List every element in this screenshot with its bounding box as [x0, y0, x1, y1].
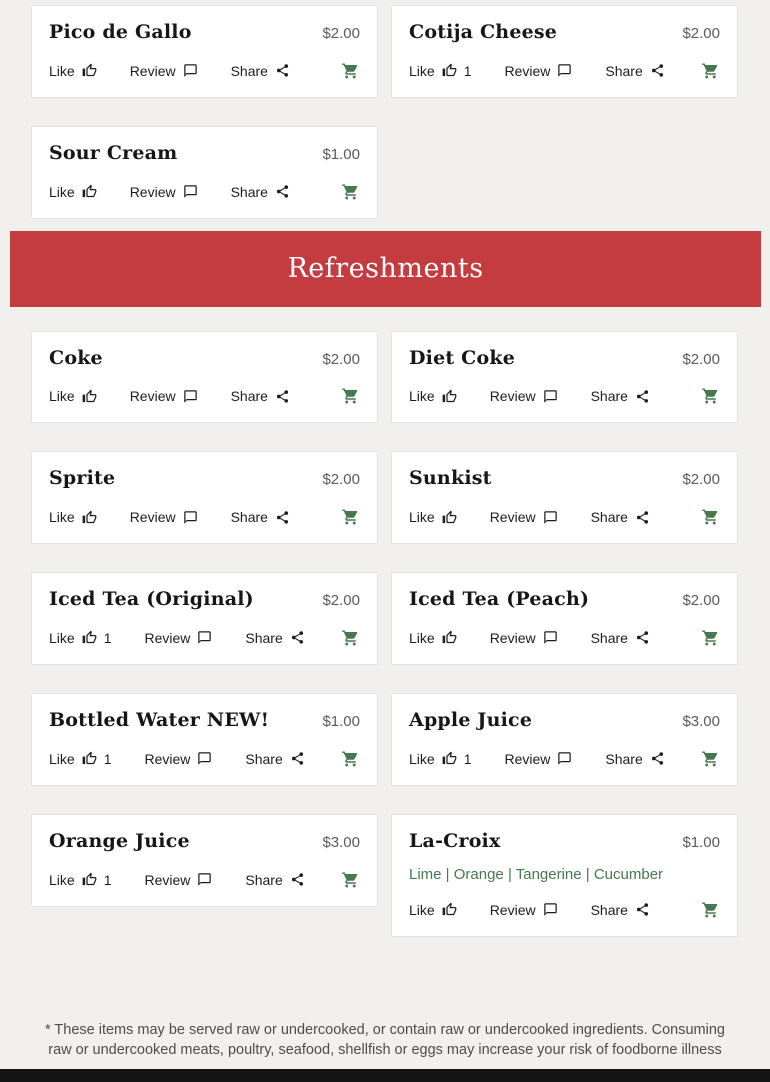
- card-header: [49, 142, 360, 165]
- card-actions: [409, 901, 720, 919]
- item-price: $2.00: [682, 471, 720, 489]
- share-button[interactable]: [231, 184, 290, 200]
- card-header: [409, 830, 720, 853]
- thumbs-up-icon: [442, 751, 457, 766]
- speech-bubble-icon: [557, 63, 572, 78]
- share-button[interactable]: [245, 630, 304, 646]
- refreshments-banner: [10, 231, 761, 307]
- card-actions: [49, 62, 360, 80]
- share-button[interactable]: [245, 872, 304, 888]
- menu-item-card: [31, 331, 378, 424]
- card-header: [409, 588, 720, 611]
- share-icon: [635, 389, 650, 404]
- like-button[interactable]: [409, 630, 457, 646]
- menu-item-card: [31, 572, 378, 665]
- card-actions: [409, 508, 720, 526]
- like-label: Like: [49, 183, 75, 200]
- thumbs-up-icon: [442, 63, 457, 78]
- review-label: Review: [129, 62, 176, 79]
- add-to-cart-button[interactable]: [701, 901, 720, 919]
- item-name: Diet Coke: [409, 346, 516, 369]
- card-header: [49, 830, 360, 853]
- add-to-cart-button[interactable]: [341, 62, 360, 80]
- card-header: [49, 709, 360, 732]
- menu-item-card: [31, 451, 378, 544]
- card-header: [49, 467, 360, 490]
- card-header: [409, 467, 720, 490]
- share-button[interactable]: [591, 630, 650, 646]
- refreshments-grid: [31, 331, 738, 937]
- like-label: Like: [409, 750, 435, 767]
- item-price: $3.00: [682, 712, 720, 730]
- item-price: $1.00: [322, 145, 360, 163]
- like-label: Like: [409, 62, 435, 79]
- share-icon: [290, 630, 305, 645]
- share-label: Share: [590, 901, 628, 918]
- item-flavors: Lime | Orange | Tangerine | Cucumber: [409, 865, 664, 883]
- review-label: Review: [489, 509, 536, 526]
- thumbs-up-icon: [82, 63, 97, 78]
- review-label: Review: [144, 629, 191, 646]
- like-button[interactable]: [409, 63, 471, 79]
- card-header: [49, 588, 360, 611]
- like-button[interactable]: [409, 751, 471, 767]
- card-actions: [49, 183, 360, 201]
- like-label: Like: [49, 750, 75, 767]
- cart-icon: [341, 62, 360, 80]
- share-label: Share: [590, 388, 628, 405]
- item-price: $1.00: [682, 833, 720, 851]
- review-label: Review: [489, 629, 536, 646]
- item-name: Bottled Water NEW!: [49, 708, 270, 731]
- item-name: Sprite: [49, 467, 116, 490]
- cart-icon: [701, 62, 720, 80]
- share-button[interactable]: [605, 63, 664, 79]
- share-label: Share: [230, 509, 268, 526]
- share-icon: [635, 902, 650, 917]
- item-price: $2.00: [322, 592, 360, 610]
- card-header: [49, 347, 360, 370]
- like-button[interactable]: [49, 509, 97, 525]
- thumbs-up-icon: [82, 184, 97, 199]
- add-to-cart-button[interactable]: [341, 871, 360, 889]
- menu-item-card: [391, 814, 738, 937]
- like-label: Like: [409, 901, 435, 918]
- thumbs-up-icon: [442, 510, 457, 525]
- review-label: Review: [489, 901, 536, 918]
- extras-grid: [31, 0, 738, 219]
- add-to-cart-button[interactable]: [701, 62, 720, 80]
- cart-icon: [341, 183, 360, 201]
- item-price: $2.00: [322, 25, 360, 42]
- share-icon: [635, 510, 650, 525]
- item-name: Coke: [49, 346, 103, 369]
- review-button[interactable]: [490, 509, 558, 525]
- share-button[interactable]: [591, 509, 650, 525]
- share-label: Share: [605, 62, 643, 79]
- add-to-cart-button[interactable]: [701, 508, 720, 526]
- share-label: Share: [230, 388, 268, 405]
- like-label: Like: [49, 871, 75, 888]
- review-button[interactable]: [130, 509, 198, 525]
- review-button[interactable]: [490, 388, 558, 404]
- thumbs-up-icon: [82, 389, 97, 404]
- card-header: [409, 709, 720, 732]
- review-label: Review: [504, 62, 551, 79]
- like-count: 1: [463, 750, 472, 767]
- share-button[interactable]: [231, 63, 290, 79]
- thumbs-up-icon: [82, 872, 97, 887]
- speech-bubble-icon: [543, 902, 558, 917]
- card-actions: [409, 62, 720, 80]
- speech-bubble-icon: [197, 630, 212, 645]
- add-to-cart-button[interactable]: [341, 508, 360, 526]
- share-button[interactable]: [245, 751, 304, 767]
- like-label: Like: [409, 388, 435, 405]
- like-count: 1: [103, 750, 112, 767]
- add-to-cart-button[interactable]: [341, 750, 360, 768]
- item-name: Apple Juice: [409, 708, 533, 731]
- like-count: 1: [103, 871, 112, 888]
- thumbs-up-icon: [442, 389, 457, 404]
- card-actions: [409, 387, 720, 405]
- add-to-cart-button[interactable]: [341, 183, 360, 201]
- like-button[interactable]: [409, 509, 457, 525]
- cart-icon: [341, 871, 360, 889]
- share-label: Share: [245, 750, 283, 767]
- cart-icon: [341, 508, 360, 526]
- speech-bubble-icon: [183, 510, 198, 525]
- share-icon: [275, 510, 290, 525]
- review-label: Review: [504, 750, 551, 767]
- share-icon: [275, 389, 290, 404]
- share-icon: [275, 63, 290, 78]
- like-count: 1: [463, 62, 472, 79]
- menu-item-card: [31, 5, 378, 98]
- cart-icon: [701, 629, 720, 647]
- item-name: Iced Tea (Peach): [409, 588, 590, 611]
- item-name: Sour Cream: [49, 141, 178, 164]
- like-button[interactable]: [49, 872, 111, 888]
- share-label: Share: [230, 62, 268, 79]
- share-icon: [635, 630, 650, 645]
- share-button[interactable]: [591, 388, 650, 404]
- card-actions: [49, 508, 360, 526]
- item-price: $3.00: [322, 833, 360, 851]
- review-label: Review: [489, 388, 536, 405]
- speech-bubble-icon: [543, 630, 558, 645]
- like-label: Like: [409, 629, 435, 646]
- share-icon: [275, 184, 290, 199]
- add-to-cart-button[interactable]: [701, 629, 720, 647]
- thumbs-up-icon: [442, 630, 457, 645]
- review-button[interactable]: [130, 184, 198, 200]
- share-icon: [290, 872, 305, 887]
- item-name: Iced Tea (Original): [49, 588, 254, 611]
- speech-bubble-icon: [197, 751, 212, 766]
- like-button[interactable]: [49, 388, 97, 404]
- item-price: $2.00: [682, 25, 720, 42]
- item-price: $2.00: [682, 350, 720, 368]
- share-label: Share: [590, 509, 628, 526]
- card-actions: [49, 629, 360, 647]
- share-button[interactable]: [605, 751, 664, 767]
- review-button[interactable]: [490, 630, 558, 646]
- menu-item-card: [391, 572, 738, 665]
- card-header: [409, 347, 720, 370]
- cart-icon: [341, 629, 360, 647]
- review-label: Review: [129, 509, 176, 526]
- review-button[interactable]: [504, 63, 572, 79]
- item-name: Cotija Cheese: [409, 21, 558, 43]
- menu-item-card: [31, 814, 378, 907]
- like-button[interactable]: [409, 902, 457, 918]
- item-name: La-Croix: [409, 829, 501, 852]
- like-count: 1: [103, 629, 112, 646]
- thumbs-up-icon: [82, 510, 97, 525]
- item-name: Sunkist: [409, 467, 492, 490]
- card-actions: [409, 629, 720, 647]
- menu-item-card: [391, 693, 738, 786]
- speech-bubble-icon: [183, 389, 198, 404]
- share-label: Share: [590, 629, 628, 646]
- speech-bubble-icon: [557, 751, 572, 766]
- card-header: [409, 21, 720, 44]
- item-price: $2.00: [322, 350, 360, 368]
- card-actions: [49, 871, 360, 889]
- speech-bubble-icon: [543, 389, 558, 404]
- bottom-bar: [0, 1069, 770, 1082]
- like-button[interactable]: [49, 184, 97, 200]
- share-button[interactable]: [231, 388, 290, 404]
- share-button[interactable]: [231, 509, 290, 525]
- cart-icon: [341, 387, 360, 405]
- menu-item-card: [31, 126, 378, 219]
- review-button[interactable]: [490, 902, 558, 918]
- cart-icon: [701, 387, 720, 405]
- item-name: Orange Juice: [49, 829, 190, 852]
- thumbs-up-icon: [82, 751, 97, 766]
- review-button[interactable]: [130, 388, 198, 404]
- review-label: Review: [144, 750, 191, 767]
- review-label: Review: [129, 388, 176, 405]
- share-icon: [650, 751, 665, 766]
- like-button[interactable]: [409, 388, 457, 404]
- menu-item-card: [391, 5, 738, 98]
- menu-item-card: [31, 693, 378, 786]
- share-button[interactable]: [591, 902, 650, 918]
- share-label: Share: [605, 750, 643, 767]
- add-to-cart-button[interactable]: [701, 750, 720, 768]
- share-icon: [650, 63, 665, 78]
- like-label: Like: [49, 62, 75, 79]
- like-label: Like: [49, 629, 75, 646]
- review-button[interactable]: [144, 872, 212, 888]
- review-button[interactable]: [504, 751, 572, 767]
- cart-icon: [341, 750, 360, 768]
- item-name: Pico de Gallo: [49, 21, 192, 43]
- card-actions: [49, 387, 360, 405]
- card-header: [49, 21, 360, 44]
- thumbs-up-icon: [442, 902, 457, 917]
- share-label: Share: [245, 871, 283, 888]
- review-label: Review: [144, 871, 191, 888]
- speech-bubble-icon: [197, 872, 212, 887]
- review-button[interactable]: [144, 630, 212, 646]
- share-icon: [290, 751, 305, 766]
- speech-bubble-icon: [183, 63, 198, 78]
- like-button[interactable]: [49, 751, 111, 767]
- item-price: $2.00: [322, 471, 360, 489]
- like-button[interactable]: [49, 630, 111, 646]
- section-title: Refreshments: [287, 253, 484, 285]
- like-label: Like: [49, 509, 75, 526]
- card-actions: [49, 750, 360, 768]
- cart-icon: [701, 508, 720, 526]
- like-label: Like: [49, 388, 75, 405]
- menu-item-card: [391, 331, 738, 424]
- item-price: $2.00: [682, 592, 720, 610]
- footer-disclaimer: * These items may be served raw or undercooked, or contain raw or undercooked ingredients. Consuming raw or undercooked meats, poultry, seafood, shellfish or eggs may increase your risk of foodborne illness: [45, 1022, 725, 1058]
- cart-icon: [701, 750, 720, 768]
- review-label: Review: [129, 183, 176, 200]
- like-label: Like: [409, 509, 435, 526]
- add-to-cart-button[interactable]: [341, 387, 360, 405]
- like-button[interactable]: [49, 63, 97, 79]
- share-label: Share: [245, 629, 283, 646]
- thumbs-up-icon: [82, 630, 97, 645]
- item-price: $1.00: [322, 712, 360, 730]
- share-label: Share: [230, 183, 268, 200]
- cart-icon: [701, 901, 720, 919]
- speech-bubble-icon: [543, 510, 558, 525]
- menu-item-card: [391, 451, 738, 544]
- card-actions: [409, 750, 720, 768]
- review-button[interactable]: [144, 751, 212, 767]
- add-to-cart-button[interactable]: [341, 629, 360, 647]
- speech-bubble-icon: [183, 184, 198, 199]
- add-to-cart-button[interactable]: [701, 387, 720, 405]
- review-button[interactable]: [130, 63, 198, 79]
